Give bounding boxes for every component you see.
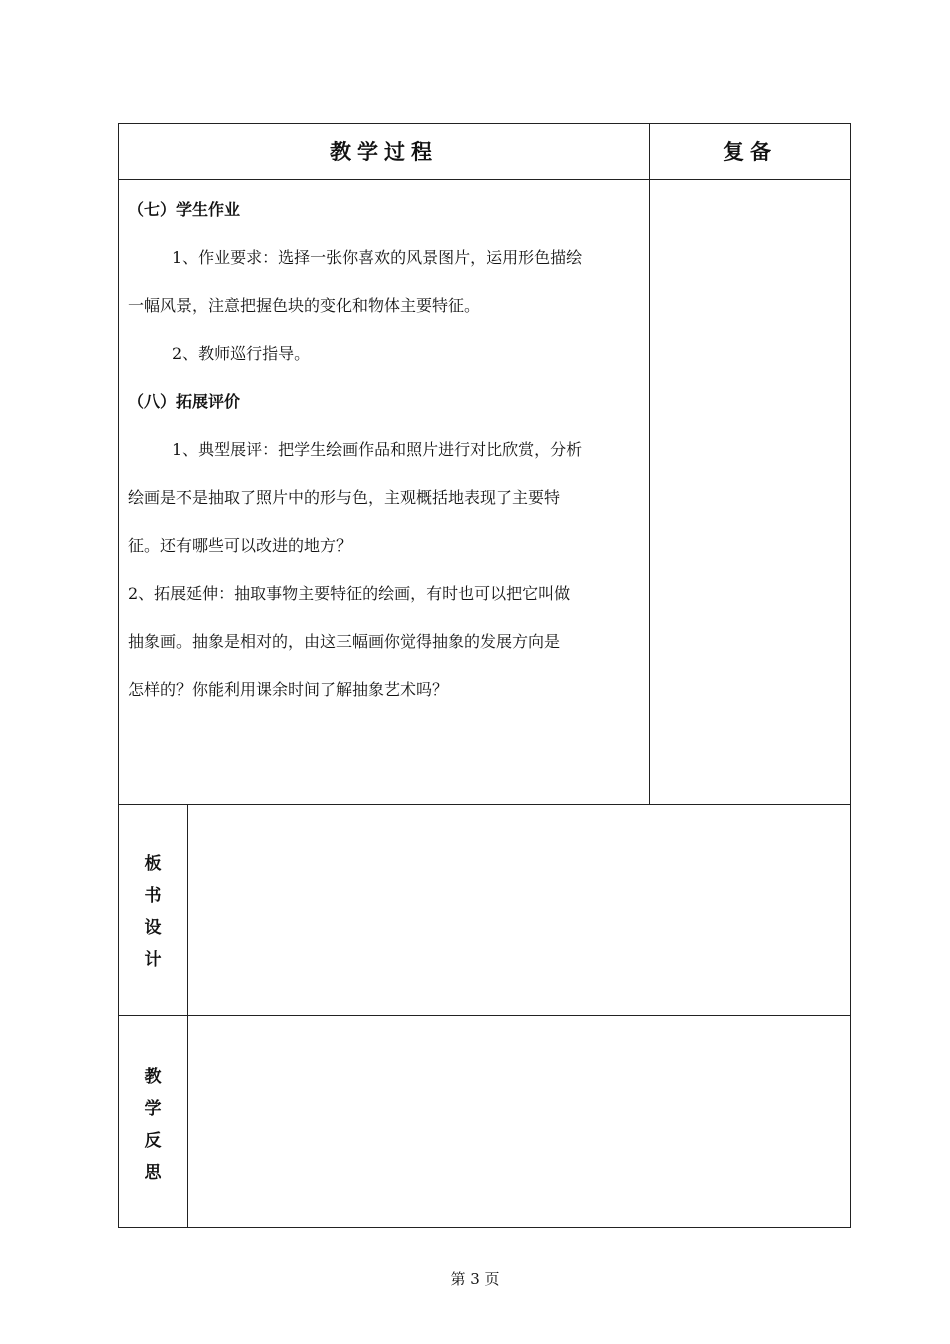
board-design-char: 计	[144, 950, 162, 970]
evaluation-item-1-line-2: 绘画是不是抽取了照片中的形与色，主观概括地表现了主要特	[128, 488, 561, 507]
board-design-char: 书	[144, 886, 162, 906]
homework-item-1-line-1: 1、作业要求：选择一张你喜欢的风景图片，运用形色描绘	[172, 248, 583, 267]
table-border-bottom	[118, 1227, 851, 1228]
evaluation-item-2-line-1: 2、拓展延伸：抽取事物主要特征的绘画，有时也可以把它叫做	[128, 584, 571, 603]
column-divider-review	[649, 123, 650, 805]
reflection-char: 学	[144, 1099, 162, 1119]
section-title-evaluation: （八）拓展评价	[128, 392, 241, 411]
teaching-reflection-label	[119, 1061, 187, 1189]
evaluation-item-1-line-3: 征。还有哪些可以改进的地方？	[128, 536, 353, 555]
homework-item-1-line-2: 一幅风景，注意把握色块的变化和物体主要特征。	[128, 296, 481, 315]
reflection-char: 教	[144, 1067, 162, 1087]
teaching-process-content	[128, 186, 642, 714]
board-design-char: 板	[144, 854, 162, 874]
evaluation-item-1-line-1: 1、典型展评：把学生绘画作品和照片进行对比欣赏，分析	[172, 440, 583, 459]
reflection-char: 思	[144, 1163, 162, 1183]
reflection-char: 反	[144, 1131, 162, 1151]
board-design-label	[119, 848, 187, 976]
board-design-cell	[188, 805, 850, 1015]
header-teaching-process: 教学过程	[330, 140, 438, 164]
page-number: 第 3 页	[450, 1270, 500, 1288]
homework-item-2: 2、教师巡行指导。	[172, 344, 311, 363]
table-border-right	[850, 123, 851, 1228]
evaluation-item-2-line-2: 抽象画。抽象是相对的，由这三幅画你觉得抽象的发展方向是	[128, 632, 561, 651]
header-review: 复备	[723, 140, 777, 164]
evaluation-item-2-line-3: 怎样的？你能利用课余时间了解抽象艺术吗？	[128, 680, 449, 699]
board-design-char: 设	[144, 918, 162, 938]
teaching-reflection-cell	[188, 1016, 850, 1227]
section-title-homework: （七）学生作业	[128, 200, 241, 219]
